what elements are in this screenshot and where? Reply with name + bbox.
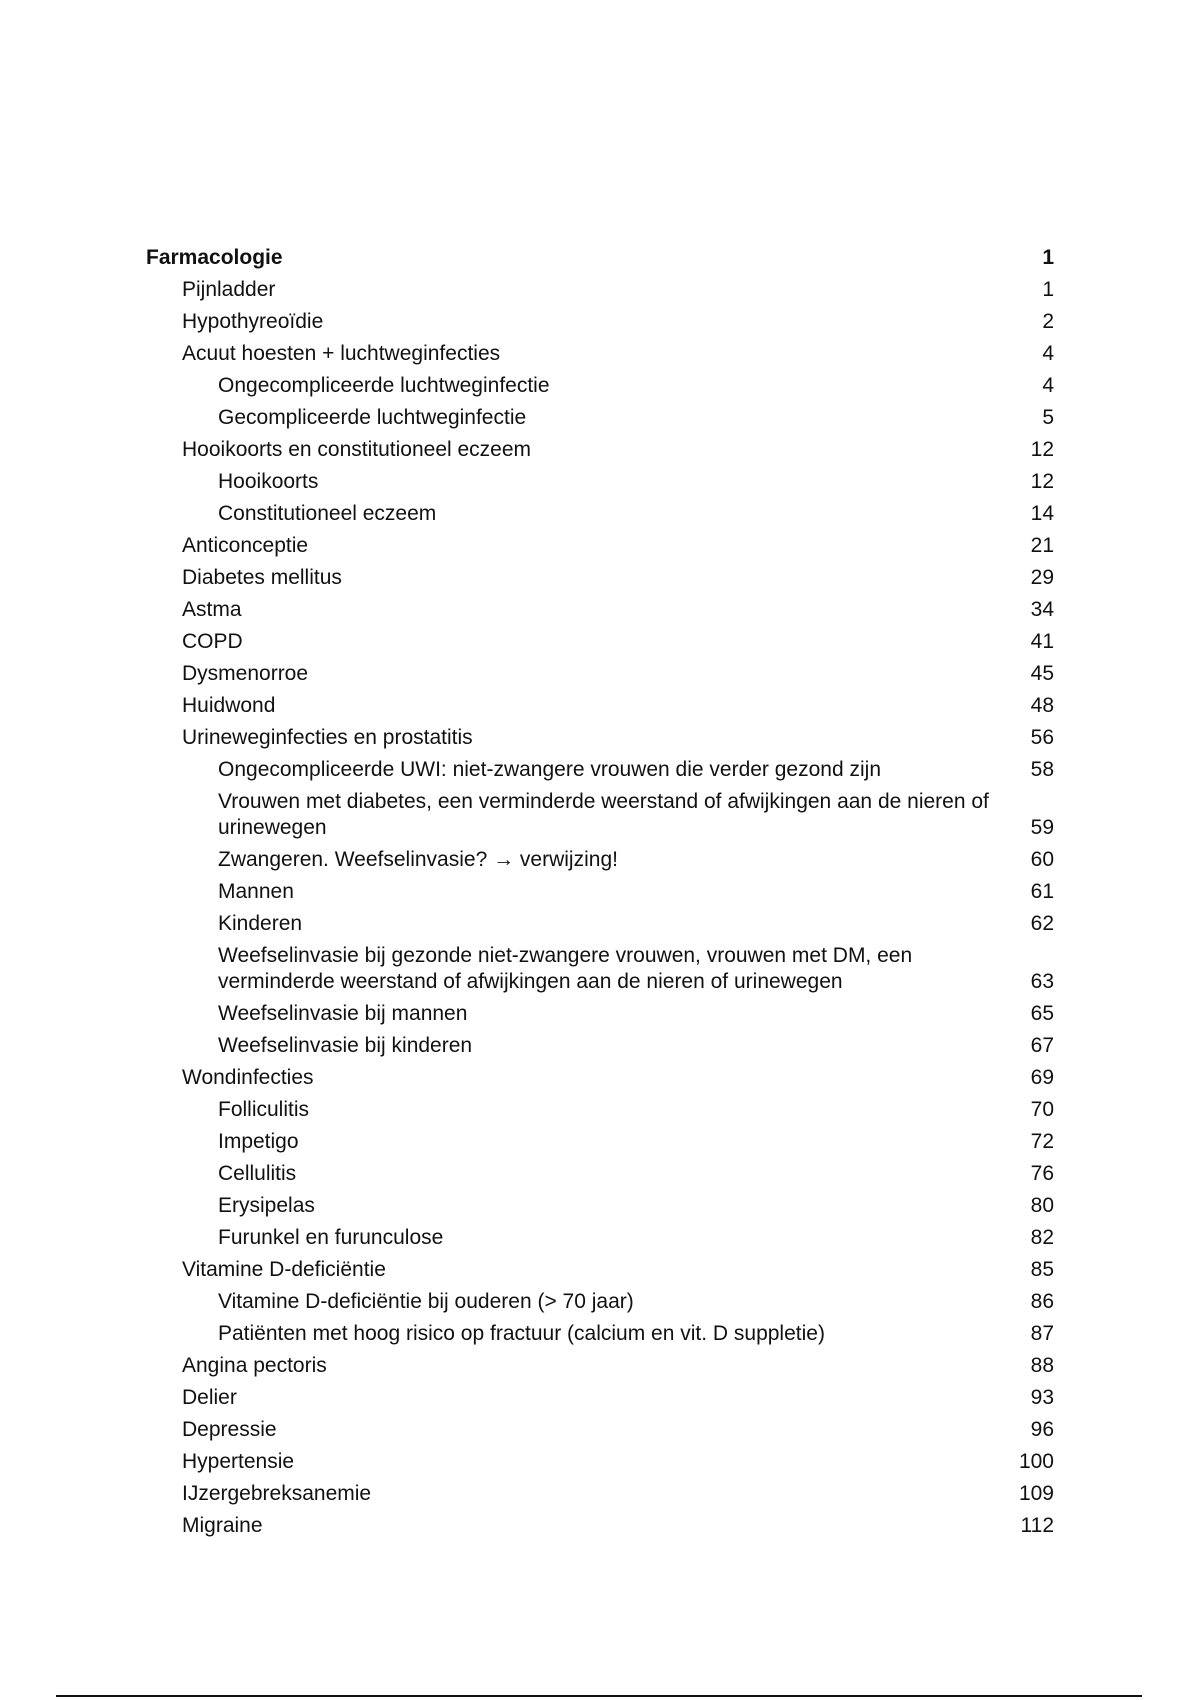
- toc-entry-title: COPD: [182, 630, 243, 653]
- toc-entry-page-number: 69: [1030, 1066, 1054, 1089]
- footer-divider: [56, 1695, 1142, 1697]
- toc-subsection[interactable]: [146, 1225, 1054, 1251]
- toc-entry-page-number: 109: [1018, 1482, 1054, 1505]
- toc-entry-title: Migraine: [182, 1514, 263, 1537]
- toc-entry-title: Hypothyreoïdie: [182, 310, 324, 333]
- toc-entry-page-number: 41: [1030, 630, 1054, 653]
- toc-entry-title: Wondinfecties: [182, 1066, 314, 1089]
- toc-entry-page-number: 70: [1030, 1098, 1054, 1121]
- toc-section[interactable]: [146, 437, 1054, 463]
- toc-entry-page-number: 1: [1042, 246, 1054, 269]
- toc-entry-title: Weefselinvasie bij gezonde niet-zwangere vrouwen, vrouwen met DM, een verminderde weerstand of afwijkingen aan de nieren of urinewegen: [218, 944, 913, 993]
- toc-entry-page-number: 61: [1030, 880, 1054, 903]
- toc-entry-title: Dysmenorroe: [182, 662, 309, 685]
- toc-subsection[interactable]: [146, 1161, 1054, 1187]
- toc-subsection[interactable]: [146, 1321, 1054, 1347]
- toc-subsection[interactable]: [146, 373, 1054, 399]
- toc-entry-title: Vitamine D-deficiëntie bij ouderen (> 70 jaar): [218, 1290, 634, 1313]
- toc-entry-title: Pijnladder: [182, 278, 276, 301]
- toc-heading[interactable]: [146, 245, 1054, 271]
- toc-entry-title: Angina pectoris: [182, 1354, 327, 1377]
- toc-subsection[interactable]: [146, 1129, 1054, 1155]
- toc-entry-page-number: 12: [1030, 470, 1054, 493]
- toc-entry-title: Weefselinvasie bij kinderen: [218, 1034, 473, 1057]
- toc-subsection[interactable]: [146, 405, 1054, 431]
- toc-entry-page-number: 58: [1030, 758, 1054, 781]
- toc-subsection[interactable]: [146, 1289, 1054, 1315]
- toc-section[interactable]: [146, 725, 1054, 751]
- toc-entry-page-number: 48: [1030, 694, 1054, 717]
- toc-entry-title: Acuut hoesten + luchtweginfecties: [182, 342, 501, 365]
- toc-section[interactable]: [146, 277, 1054, 303]
- toc-section[interactable]: [146, 533, 1054, 559]
- toc-section[interactable]: [146, 1065, 1054, 1091]
- toc-entry-page-number: 45: [1030, 662, 1054, 685]
- toc-entry-title: Hypertensie: [182, 1450, 295, 1473]
- toc-section[interactable]: [146, 1257, 1054, 1283]
- toc-section[interactable]: [146, 1449, 1054, 1475]
- toc-entry-title: Weefselinvasie bij mannen: [218, 1002, 468, 1025]
- toc-section[interactable]: [146, 309, 1054, 335]
- toc-entry-title: Vitamine D-deficiëntie: [182, 1258, 386, 1281]
- toc-entry-page-number: 65: [1030, 1002, 1054, 1025]
- toc-entry-title: Constitutioneel eczeem: [218, 502, 437, 525]
- toc-entry-page-number: 112: [1020, 1514, 1054, 1537]
- toc-entry-page-number: 96: [1030, 1418, 1054, 1441]
- toc-entry-title: Ongecompliceerde UWI: niet-zwangere vrouwen die verder gezond zijn: [218, 758, 881, 781]
- toc-section[interactable]: [146, 597, 1054, 623]
- toc-section[interactable]: [146, 1481, 1054, 1507]
- toc-entry-title: Folliculitis: [218, 1098, 310, 1121]
- toc-subsection[interactable]: [146, 879, 1054, 905]
- toc-subsection[interactable]: [146, 943, 1054, 995]
- toc-entry-title: Impetigo: [218, 1130, 299, 1153]
- toc-entry-title: Huidwond: [182, 694, 276, 717]
- toc-entry-title: Delier: [182, 1386, 237, 1409]
- toc-entry-page-number: 86: [1030, 1290, 1054, 1313]
- toc-section[interactable]: [146, 693, 1054, 719]
- toc-section[interactable]: [146, 661, 1054, 687]
- toc-entry-title: Farmacologie: [146, 246, 283, 269]
- toc-section[interactable]: [146, 1417, 1054, 1443]
- toc-entry-page-number: 62: [1030, 912, 1054, 935]
- toc-entry-page-number: 4: [1042, 342, 1054, 365]
- toc-entry-page-number: 29: [1030, 566, 1054, 589]
- toc-subsection[interactable]: [146, 757, 1054, 783]
- toc-entry-page-number: 2: [1042, 310, 1054, 333]
- toc-entry-page-number: 82: [1030, 1226, 1054, 1249]
- toc-entry-title: Erysipelas: [218, 1194, 315, 1217]
- toc-section[interactable]: [146, 341, 1054, 367]
- toc-entry-page-number: 76: [1030, 1162, 1054, 1185]
- toc-section[interactable]: [146, 1513, 1054, 1539]
- toc-section[interactable]: [146, 565, 1054, 591]
- toc-entry-title: Patiënten met hoog risico op fractuur (calcium en vit. D suppletie): [218, 1322, 825, 1345]
- toc-entry-title: Ongecompliceerde luchtweginfectie: [218, 374, 550, 397]
- toc-entry-title: Astma: [182, 598, 242, 621]
- toc-entry-title: Zwangeren. Weefselinvasie? → verwijzing!: [218, 848, 618, 871]
- toc-entry-title: IJzergebreksanemie: [182, 1482, 372, 1505]
- toc-entry-page-number: 87: [1030, 1322, 1054, 1345]
- toc-entry-page-number: 100: [1018, 1450, 1054, 1473]
- toc-subsection[interactable]: [146, 1097, 1054, 1123]
- toc-entry-page-number: 21: [1030, 534, 1054, 557]
- toc-entry-page-number: 34: [1030, 598, 1054, 621]
- toc-section[interactable]: [146, 1385, 1054, 1411]
- toc-entry-page-number: 80: [1030, 1194, 1054, 1217]
- toc-entry-page-number: 14: [1030, 502, 1054, 525]
- toc-entry-page-number: 5: [1042, 406, 1054, 429]
- toc-entry-page-number: 93: [1030, 1386, 1054, 1409]
- toc-entry-page-number: 67: [1030, 1034, 1054, 1057]
- toc-entry-page-number: 85: [1030, 1258, 1054, 1281]
- toc-entry-title: Vrouwen met diabetes, een verminderde weerstand of afwijkingen aan de nieren of urinewegen: [218, 790, 989, 839]
- toc-entry-title: Kinderen: [218, 912, 303, 935]
- toc-entry-title: Depressie: [182, 1418, 277, 1441]
- toc-section[interactable]: [146, 629, 1054, 655]
- toc-entry-page-number: 60: [1030, 848, 1054, 871]
- toc-entry-page-number: 1: [1042, 278, 1054, 301]
- toc-subsection[interactable]: [146, 847, 1054, 873]
- toc-entry-title: Cellulitis: [218, 1162, 297, 1185]
- toc-entry-title: Mannen: [218, 880, 294, 903]
- toc-subsection[interactable]: [146, 911, 1054, 937]
- toc-subsection[interactable]: [146, 469, 1054, 495]
- toc-entry-title: Urineweginfecties en prostatitis: [182, 726, 473, 749]
- toc-entry-page-number: 59: [1030, 816, 1054, 839]
- toc-entry-page-number: 4: [1042, 374, 1054, 397]
- toc-subsection[interactable]: [146, 1033, 1054, 1059]
- toc-subsection[interactable]: [146, 789, 1054, 841]
- toc-subsection[interactable]: [146, 1193, 1054, 1219]
- toc-entry-title: Hooikoorts: [218, 470, 319, 493]
- toc-entry-page-number: 56: [1030, 726, 1054, 749]
- toc-section[interactable]: [146, 1353, 1054, 1379]
- toc-entry-title: Gecompliceerde luchtweginfectie: [218, 406, 527, 429]
- toc-entry-title: Hooikoorts en constitutioneel eczeem: [182, 438, 532, 461]
- toc-entry-title: Furunkel en furunculose: [218, 1226, 444, 1249]
- toc-entry-page-number: 12: [1030, 438, 1054, 461]
- table-of-contents: [146, 245, 1054, 1545]
- toc-subsection[interactable]: [146, 1001, 1054, 1027]
- toc-entry-page-number: 72: [1030, 1130, 1054, 1153]
- toc-entry-title: Diabetes mellitus: [182, 566, 342, 589]
- toc-subsection[interactable]: [146, 501, 1054, 527]
- toc-entry-title: Anticonceptie: [182, 534, 309, 557]
- toc-entry-page-number: 63: [1030, 970, 1054, 993]
- toc-entry-page-number: 88: [1030, 1354, 1054, 1377]
